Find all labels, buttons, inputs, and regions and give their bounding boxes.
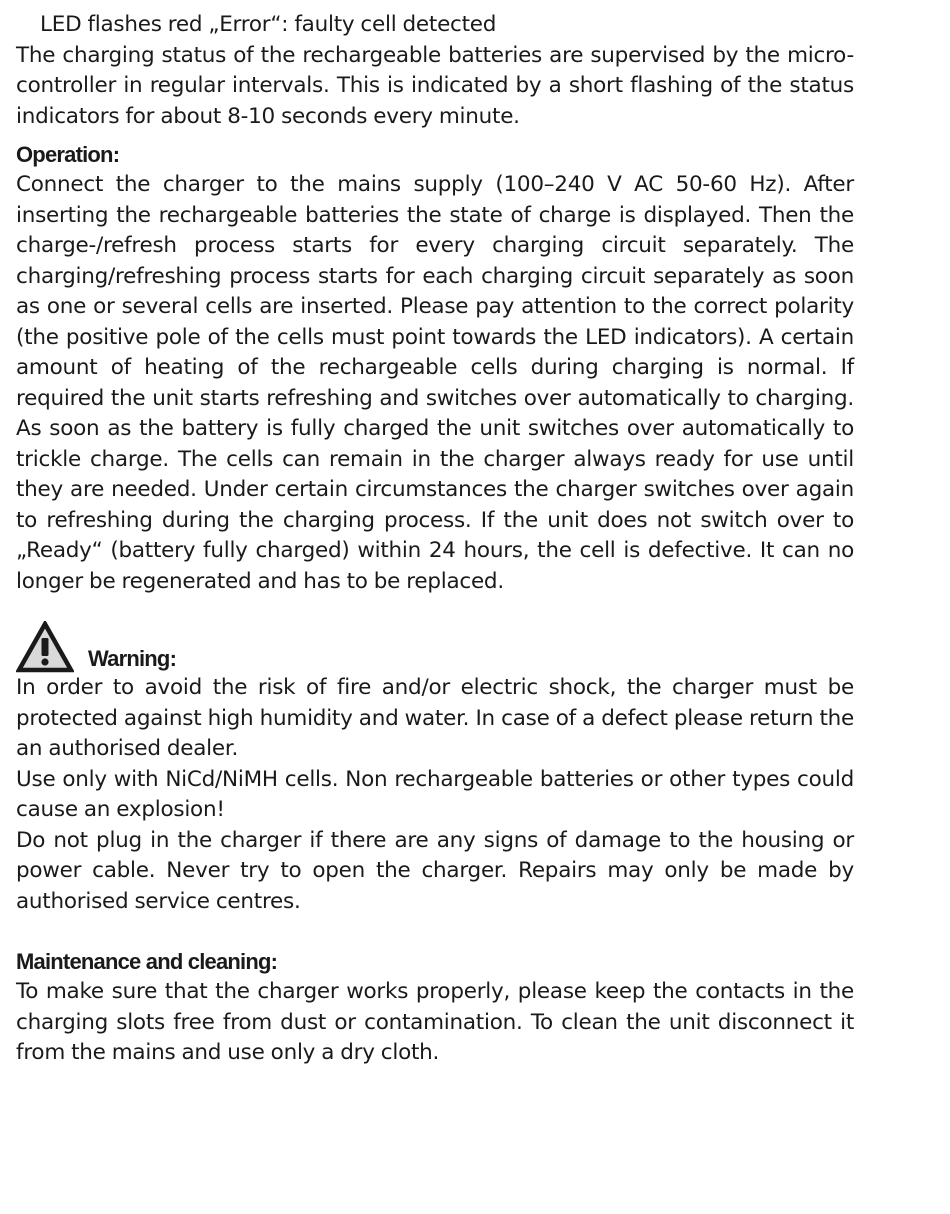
- operation-paragraph: Connect the charger to the mains supply (100–240 V AC 50-60 Hz). After inserting the rechargeable batteries the state of charge is displayed. Then the charge-/refresh process starts for every charging circuit separately. The charging/refreshing process starts for each charging circuit separately as soon as one or several cells are inserted. Please pay attention to the correct polarity (the positive pole of the cells must point towards the LED indicators). A certain amount of heating of the rechargeable cells during charging is normal. If required the unit starts refreshing and switches over automatically to charging. As soon as the battery is fully charged the unit switches over automatically to trickle charge. The cells can remain in the charger always ready for use until they are needed. Under certain circumstances the charger switches over again to refreshing during the charging process. If the unit does not switch over to „Ready“ (battery fully charged) within 24 hours, the cell is defective. It can no longer be regenerated and has to be replaced.: [16, 172, 854, 594]
- warning-heading: Warning:: [88, 646, 177, 671]
- spacer: [16, 917, 854, 947]
- warning-triangle-icon: [16, 621, 74, 673]
- operation-heading: Operation:: [16, 142, 120, 167]
- status-paragraph: The charging status of the rechargeable batteries are supervised by the micro-controller in regular intervals. This is indicated by a short flashing of the status indicators for about 8-10 seconds every minute.: [16, 42, 854, 129]
- manual-page: [16, 10, 854, 1069]
- warning-header: [16, 621, 854, 673]
- warning-paragraph-fire: In order to avoid the risk of fire and/or electric shock, the charger must be protected against high humidity and water. In case of a defect please return the an authorised dealer.: [16, 675, 854, 761]
- warning-paragraph-cells: Use only with NiCd/NiMH cells. Non rechargeable batteries or other types could cause an explosion!: [16, 766, 854, 822]
- warning-paragraph-damage: Do not plug in the charger if there are any signs of damage to the housing or power cable. Never try to open the charger. Repairs may only be made by authorised service centres.: [16, 827, 854, 914]
- maintenance-heading: Maintenance and cleaning:: [16, 949, 278, 974]
- maintenance-section: [16, 947, 854, 1069]
- spacer: [16, 597, 854, 621]
- status-line: LED flashes red „Error“: faulty cell detected: [40, 12, 497, 37]
- spacer: [16, 132, 854, 140]
- operation-section: [16, 140, 854, 597]
- warning-section: [16, 621, 854, 917]
- maintenance-paragraph: To make sure that the charger works properly, please keep the contacts in the charging slots free from dust or contamination. To clean the unit disconnect it from the mains and use only a dry cloth.: [16, 979, 854, 1065]
